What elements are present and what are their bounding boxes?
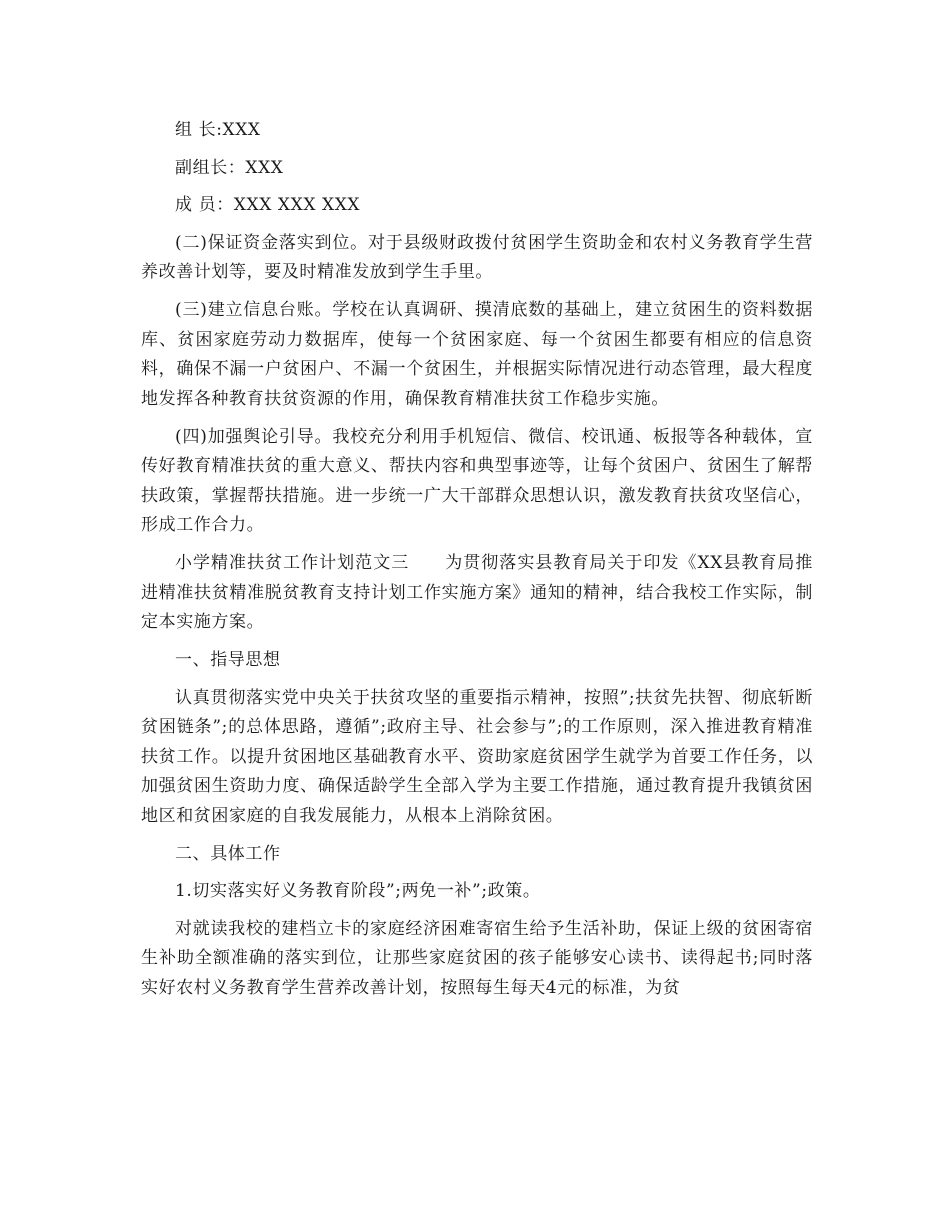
document-body <box>141 116 813 1012</box>
paragraph-deputy-leader: 副组长：XXX <box>175 157 284 178</box>
paragraph-group-leader: 组 长:XXX <box>175 120 261 140</box>
paragraph-item-1: 1.切实落实好义务教育阶段”;两免一补”;政策。 <box>175 881 541 901</box>
paragraph-plan-intro: 小学精准扶贫工作计划范文三 为贯彻落实县教育局关于印发《XX县教育局推进精准扶贫精准脱贫教育支持计划工作实施方案》通知的精神，结合我校工作实际，制定本实施方案。 <box>141 553 813 632</box>
paragraph-public-opinion: (四)加强舆论引导。我校充分利用手机短信、微信、校讯通、板报等各种载体，宣传好教育精准扶贫的重大意义、帮扶内容和典型事迹等，让每个贫困户、贫困生了解帮扶政策，掌握帮扶措施。进一步统一广大干部群众思想认识，激发教育扶贫攻坚信心，形成工作合力。 <box>141 426 813 535</box>
paragraph-ledger: (三)建立信息台账。学校在认真调研、摸清底数的基础上，建立贫困生的资料数据库、贫困家庭劳动力数据库，使每一个贫困家庭、每一个贫困生都要有相应的信息资料，确保不漏一户贫困户、不漏一个贫困生，并根据实际情况进行动态管理，最大程度地发挥各种教育扶贫资源的作用，确保教育精准扶贫工作稳步实施。 <box>141 300 813 409</box>
section-heading-specific-work: 二、具体工作 <box>175 843 281 864</box>
paragraph-members: 成 员：XXX XXX XXX <box>175 195 361 215</box>
section-heading-guiding-thought: 一、指导思想 <box>175 650 281 670</box>
paragraph-guiding-thought: 认真贯彻落实党中央关于扶贫攻坚的重要指示精神，按照”;扶贫先扶智、彻底斩断贫困链条”;的总体思路，遵循”;政府主导、社会参与”;的工作原则，深入推进教育精准扶贫工作。以提升贫困地区基础教育水平、资助家庭贫困学生就学为首要工作任务，以加强贫困生资助力度、确保适龄学生全部入学为主要工作措施，通过教育提升我镇贫困地区和贫困家庭的自我发展能力，从根本上消除贫困。 <box>141 687 813 826</box>
paragraph-subsidy: 对就读我校的建档立卡的家庭经济困难寄宿生给予生活补助，保证上级的贫困寄宿生补助全额准确的落实到位，让那些家庭贫困的孩子能够安心读书、读得起书;同时落实好农村义务教育学生营养改善计划，按照每生每天4元的标准，为贫 <box>141 918 813 998</box>
paragraph-funding: (二)保证资金落实到位。对于县级财政拨付贫困学生资助金和农村义务教育学生营养改善计划等，要及时精准发放到学生手里。 <box>141 232 813 282</box>
